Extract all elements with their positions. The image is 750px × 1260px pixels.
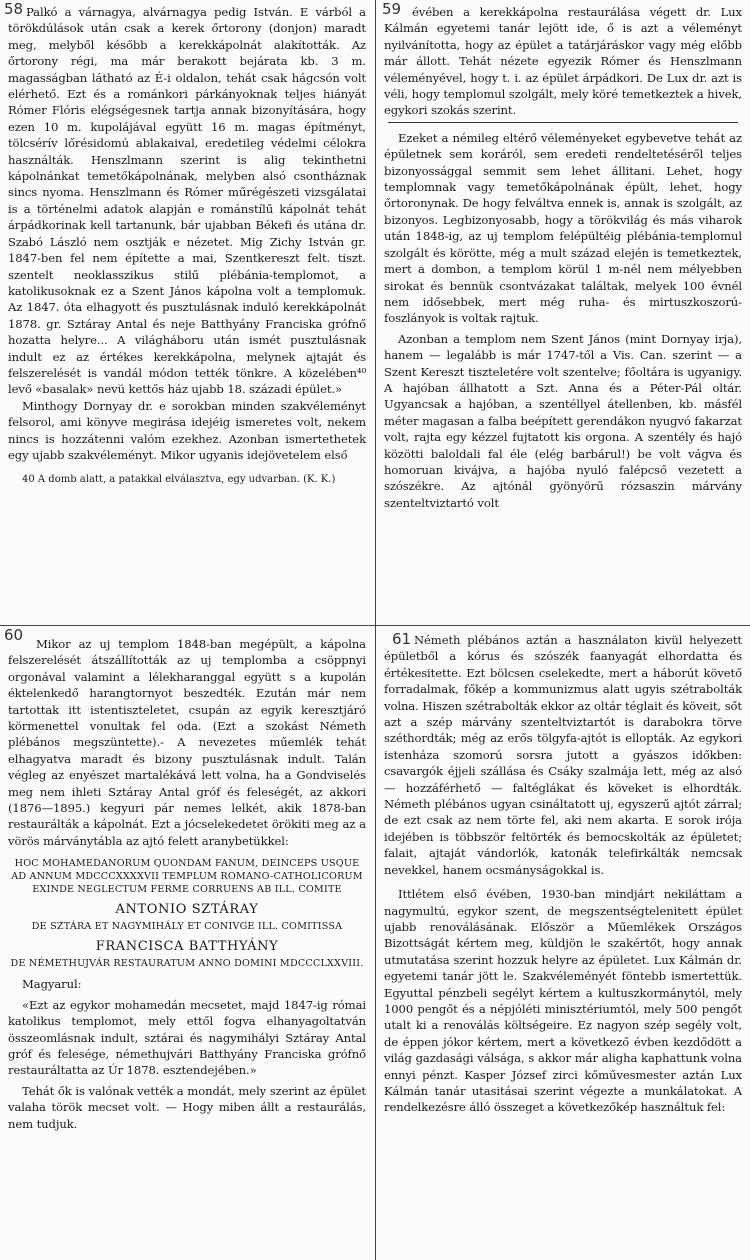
page-number-59: 59 [382,0,402,18]
page-61-panel [376,626,750,1260]
paragraph: Palkó a várnagya, alvárnagya pedig István. E várból a törökdúlások után csak a kerek őrtorony (donjon) maradt meg, melyből később a kerekkápolnát alakították. Az őrtorony régi, ma már berakott bejárata kb. 3 m. magasságban látható az É-i oldalon, tehát csak hágcsón volt elérhető. Ezt és a románkori párkányoknak teljes hiányát Rómer Flóris elégségesnek tartja annak bizonyítására, hogy ezen 10 m. kupolájával együtt 16 m. magas építményt, tölcsérív lőrésidomú ablakaival, eredetileg védelmi célokra használták. Henszlmann szerint is alig tekinthetni kápolnánkat temetőkápolnának, melyben alsó csontháznak sincs nyoma. Henszlmann és Rómer műrégészeti vizsgálatai is a történelmi adatok alapján e románstílű kápolnát tehát árpádkorinak kell tartanunk, bár ujabban Békefi és utána dr. Szabó László nem osztják e nézetet. Mig Zichy István gr. 1847-ben fel nem építette a mai, Szentkereszt felt. tiszt. szentelt neoklasszikus stilű plébánia-templomot, a katolikusoknak ez a Szent János kápolna volt a templomuk. Az 1847. óta elhagyott és pusztulásnak induló kerekkápolnát 1878. gr. Sztáray Antal és neje Batthyány Franciska grófnő hozatta helyre... A világháboru után ismét pusztulásnak indult ez az értékes kerekkápolna, melynek ajtaját és felszerelését is vandál módon tették tönkre. A közelében⁴⁰ levő «basalak» nevü kettős ház ujabb 18. századi épület.» [8,5,366,397]
paragraph: Ittlétem első évében, 1930-ban mindjárt nekiláttam a nagymultú, egykor szent, de megszentségtelenitett épület ujabb renoválásának. Először a Műemlékek Országos Bizottságát kértem meg, küldjön le szakértőt, hogy annak utmutatása szerint hozzuk helyre az épületet. Lux Kálmán dr. egyetemi tanár jött le. Szakvéleményét föntebb ismertettük. Egyuttal pénzbeli segélyt kértem a kultuszkormánytól, mely 1000 pengőt és a népjóléti minisztériumtól, mely 500 pengőt utalt ki a renoválás költségeire. Ez nagyon szép segély volt, de éppen jókor kértem, mert a következő évben kezdődött a világ gazdasági válsága, s akkor már aligha kaphattunk volna ennyi pénzt. Kasper József zirci kőművesmester aztán Lux Kálmán tanár utasitásai szerint végezte a munkálatokat. A rendelkezésre álló összeget a következőkép használtuk fel: [384,887,742,1115]
page-59-panel [376,0,750,625]
page-number-60: 60 [4,626,24,644]
page-60-text [8,636,366,1132]
paragraph: Ezeket a némileg eltérő véleményeket egybevetve tehát az épületnek sem koráról, sem eredeti rendeltetéséről teljes bizonyossággal semmit sem lehet állitani. Lehet, hogy templomnak vagy temetőkápolnának épült, lehet, hogy őrtoronynak. De hogy felváltva ennek is, annak is szolgált, az bizonyos. Legbizonyosabb, hogy a törökvilág és más viharok után 1848-ig, az uj templom felépültéig plébánia-templomul szolgált és körötte, még a mult század elején is temetkeztek, mert a dombon, a templom körül 1 m-nél nem mélyebben sirokat és bennük csontvázakat találtak, melyek 100 évnél nem idősebbek, mert még ruha- és mirtuszkoszorú-foszlányok is voltak rajtuk. [384,130,742,326]
paragraph: évében a kerekkápolna restaurálása végett dr. Lux Kálmán egyetemi tanár lejött ide, ő is azt a véleményt nyilvánította, hogy az épület a tatárjáráskor vagy még előbb már állott. Tehát nézete egyezik Rómer és Henszlmann véleményével, hogy t. i. az épület árpádkori. De Lux dr. azt is véli, hogy templomul szolgált, mely köré temetkeztek a hivek, egykori szokás szerint. [384,5,742,118]
page-number-61: 61 [392,630,412,648]
page-61-text [384,632,742,1116]
footnote: 40 A domb alatt, a patakkal elválasztva, egy udvarban. (K. K.) [22,474,336,486]
paragraph: Tehát ők is valónak vették a mondát, mely szerint az épület valaha török mecset volt. — Hogy miben állt a restaurálás, nem tudjuk. [8,1083,366,1131]
paragraph: Minthogy Dornyay dr. e sorokban minden szakvéleményt felsorol, ami könyve megirása idejéig ismeretes volt, nekem nincs is hozzátenni valóm ezekhez. Azonban ismertethetek egy ujabb szakvéleményt. Mikor ugyanis idejövetelem első [8,398,366,462]
inscription-text: HOC MOHAMEDANORUM QUONDAM FANUM, DEINCEPS USQUE AD ANNUM MDCCCXXXXVII TEMPLUM ROMANO-CATHOLICORUM EXINDE NEGLECTUM FERME CORRUENS AB ILL. COMITE [11,858,363,896]
inscription-text: DE NÉMETHUJVÁR RESTAURATUM ANNO DOMINI MDCCCLXXVIII. [10,958,364,970]
page-58-text [8,4,366,487]
separator-rule [388,122,738,126]
paragraph: Azonban a templom nem Szent János (mint Dornyay irja), hanem — legalább is már 1747-től a Vis. Can. szerint — a Szent Kereszt tiszteletére volt szentelve; főoltára is ugyanigy. A hajóban állhatott a Szt. Anna és a Péter-Pál oltár. Ugyancsak a hajóban, a szentéllyel átellenben, kb. másfél méter magasan a falba beépített gerendákon nyugvó fakarzat volt, rajta egy kézzel fujtatott kis orgona. A szentély és hajó közötti baloldali fal éle (elég barbárul!) be volt vágva és homoruan kivájva, a hajóba nyuló falépcső vezetett a szószékre. Az ajtónál gyönyörű rózsaszin márvány szenteltviztartó volt [384,331,742,510]
inscription-name: ANTONIO SZTÁRAY [115,902,259,918]
page-58-panel [0,0,375,625]
page-60-panel [0,626,375,1260]
page-59-text [382,0,742,511]
paragraph: Németh plébános aztán a használaton kivül helyezett épületből a kórus és szószék faanyagát elhordatta és értékesitette. Ezt bölcsen cselekedte, mert a háborút követő forradalmak, főkép a kommunizmus alatt ugyis szétrabolták volna. Hiszen szétrabolták ekkor az oltár téglait és köveit, sőt azt a szép márvány szenteltviztartót is darabokra törve széthordták; még az erős tölgyfa-ajtót is ellopták. Az egykori istenháza szomorú sorsra jutott a gyászos időkben: csavargók éjjeli szállása és Csáky szalmája lett, még az alsó — hozzáférhető — faltéglákat és köveket is elhordták. Németh plébános ugyan csináltatott uj, egyszerű ajtót zárral; de ezt csak az nem törte fel, aki nem akarta. E sorok irója idejében is többször feltörték és bemocskolták az épületet; falait, ajtaját vándorlók, katonák telefirkálták nemcsak nevekkel, hanem ocsmányságokkal is. [384,633,742,877]
paragraph: Magyarul: [22,977,82,992]
paragraph: «Ezt az egykor mohamedán mecsetet, majd 1847-ig római katolikus templomot, mely ettől fogva elhanyagoltatván összeomlásnak indult, sztárai és nagymihályi Sztáray Antal gróf és felesége, némethujvári Batthyány Franciska grófnő restauráltatta az Úr 1878. esztendejében.» [8,997,366,1078]
inscription-name: FRANCISCA BATTHYÁNY [95,939,279,955]
paragraph: Mikor az uj templom 1848-ban megépült, a kápolna felszerelését átszállították az uj templomba a csöppnyi orgonával valamint a lélekharanggal együtt s a kupolán éktelenkedő harangtornyot beszedték. Ezután már nem tartottak itt istentiszteletet, csupán az egyik keresztjáró körmenettel vonultak fel oda. (Ezt a szokást Németh plébános megszüntette).- A nevezetes műemlék tehát elhagyatva maradt és bizony pusztulásnak indult. Talán végleg az enyészet martalékává lett volna, ha a Gondviselés meg nem ihleti Sztáray Antal gróf és feleségét, az akkori (1876—1895.) kegyuri pár nemes lelkét, akik 1878-ban restaurálták a kápolnát. Ezt a jócselekedetet örökiti meg az a vörös márványtábla az ajtó felett aranybetükkel: [8,637,366,848]
page-number-58: 58 [4,0,24,18]
inscription-text: DE SZTÁRA ET NAGYMIHÁLY ET CONIVGE ILL. COMITISSA [31,921,343,933]
